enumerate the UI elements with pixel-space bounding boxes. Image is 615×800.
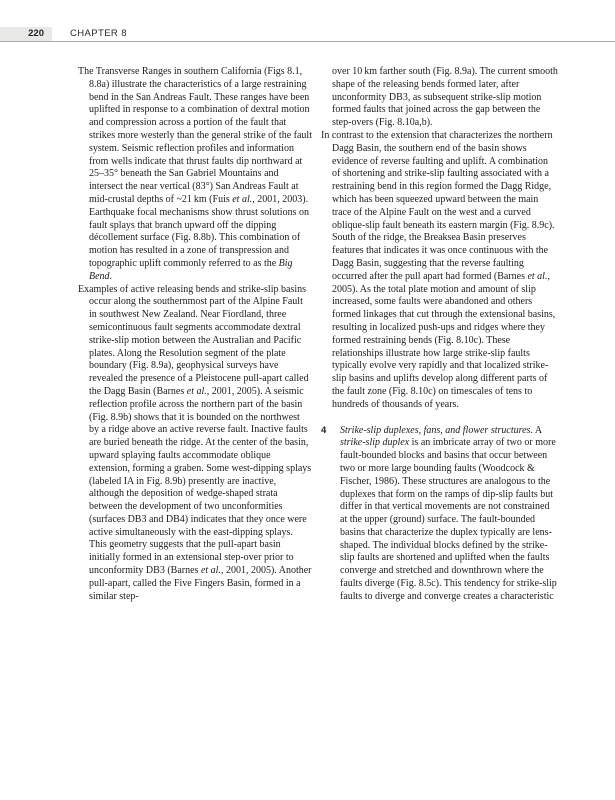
text-segment: The Transverse Ranges in southern California (Figs 8.1, 8.8a) illustrate the characteristics of a large restraining bend in the San Andreas Fault. These ranges have been uplifted in response to a combination of dextral motion and compression across a portion of the fault that strikes more westerly than the general strike of the fault system. Seismic reflection profiles and information from wells indicate that thrust faults dip northward at 25–35° beneath the San Gabriel Mountains and intersect the near vertical (83°) San Andreas Fault at mid-crustal depths of ~21 km (Fuis [78,66,312,205]
header-rule [0,41,615,42]
left-text-column [78,66,312,603]
text-segment: et al. [232,193,253,205]
paragraph [78,284,312,604]
running-head-chapter: CHAPTER 8 [70,28,127,39]
page-number: 220 [28,28,44,40]
text-segment: Strike-slip duplexes, fans, and flower structures. [340,424,533,436]
text-segment: , 2001, 2005). A seismic reflection profile across the northern part of the basin (Fig. 8.9b) shows that it is bounded on the northwest by a ridge above an active reverse fault. Inactive faults are buried beneath the ridge. At the center of the basin, upward splaying faults accommodate oblique extension, forming a graben. Some west-dipping splays (labeled IA in Fig. 8.9b) presently are inactive, although the deposition of wedge-shaped strata between the development of two unconformities (surfaces DB3 and DB4) indicates that they once were active simultaneously with the east-dipping splays. This geometry suggests that the pull-apart basin initially formed in an extensional step-over prior to unconformity DB3 (Barnes [89,385,312,577]
page-number-box [0,27,52,41]
text-segment: In contrast to the extension that characterizes the northern Dagg Basin, the southern end of the basin shows evidence of reverse faulting and uplift. A combination of shortening and strike-slip faulting associated with a restraining bend in this region formed the Dagg Ridge, which has been squeezed upward between the main trace of the Alpine Fault on the west and a curved oblique-slip fault beneath its eastern margin (Fig. 8.9c). South of the ridge, the Breaksea Basin preserves features that indicates it was once continuous with the Dagg Basin, suggesting that the reverse faulting occurred after the pull apart had formed (Barnes [321,129,555,282]
text-segment: over 10 km farther south (Fig. 8.9a). The current smooth shape of the releasing bends formed later, after unconformity DB3, as subsequent strike-slip motion formed faults that joined across the gap between the step-overs (Fig. 8.10a,b). [332,66,558,129]
paragraph [78,66,312,284]
text-segment: et al. [186,385,207,397]
text-segment: , 2001, 2003). Earthquake focal mechanisms show thrust solutions on fault splays that branch upward off the dipping décollement surface (Fig. 8.8b). This combination of motion has resulted in a zone of transpression and topographic uplift commonly referred to as the [89,193,309,269]
text-segment: A [532,424,542,436]
text-segment: . [109,270,113,282]
text-segment: , 2001, 2005). Another pull-apart, called the Five Fingers Basin, formed in a similar step- [89,565,312,602]
text-segment: is an imbricate array of two or more fault-bounded blocks and basins that occur between two or more large bounding faults (Woodcock & Fischer, 1986). These structures are analogous to the duplexes that form on the ramps of dip-slip faults but differ in that vertical movements are not constrained at the upper (ground) surface. The fault-bounded basins that characterize the duplex typically are lens-shaped. The individual blocks defined by the strike-slip faults are shortened and uplifted when the faults converge and stretched and downthrown where the faults diverge (Fig. 8.5c). This tendency for strike-slip faults to diverge and converge creates a characteristic [340,437,557,602]
list-item-number: 4 [321,424,327,436]
text-segment: et al. [527,270,548,282]
text-segment: et al. [200,565,221,577]
text-segment: Big Bend [89,257,293,282]
right-text-column [321,66,558,604]
text-segment: Examples of active releasing bends and strike-slip basins occur along the southernmost part of the Alpine Fault in southwest New Zealand. Near Fiordland, three semicontinuous fault segments accommodate dextral strike-slip motion between the Australian and Pacific plates. Along the Resolution segment of the plate boundary (Fig. 8.9a), geophysical surveys have revealed the presence of a Pleistocene pull-apart called the Dagg Basin (Barnes [78,283,309,397]
paragraph [321,130,558,412]
numbered-list-item [321,425,558,604]
text-segment: , 2005). As the total plate motion and amount of slip increased, some faults were abandoned and others formed linkages that cut through the extensional basins, resulting in localized push-ups and ridges where they formed restraining bends (Fig. 8.10c). These relationships illustrate how large strike-slip faults typically evolve very rapidly and that localized strike-slip basins and uplifts develop along different parts of the fault zone (Fig. 8.10c) on timescales of tens to hundreds of thousands of years. [332,270,556,410]
text-segment: strike-slip duplex [340,437,410,449]
paragraph [321,66,558,130]
